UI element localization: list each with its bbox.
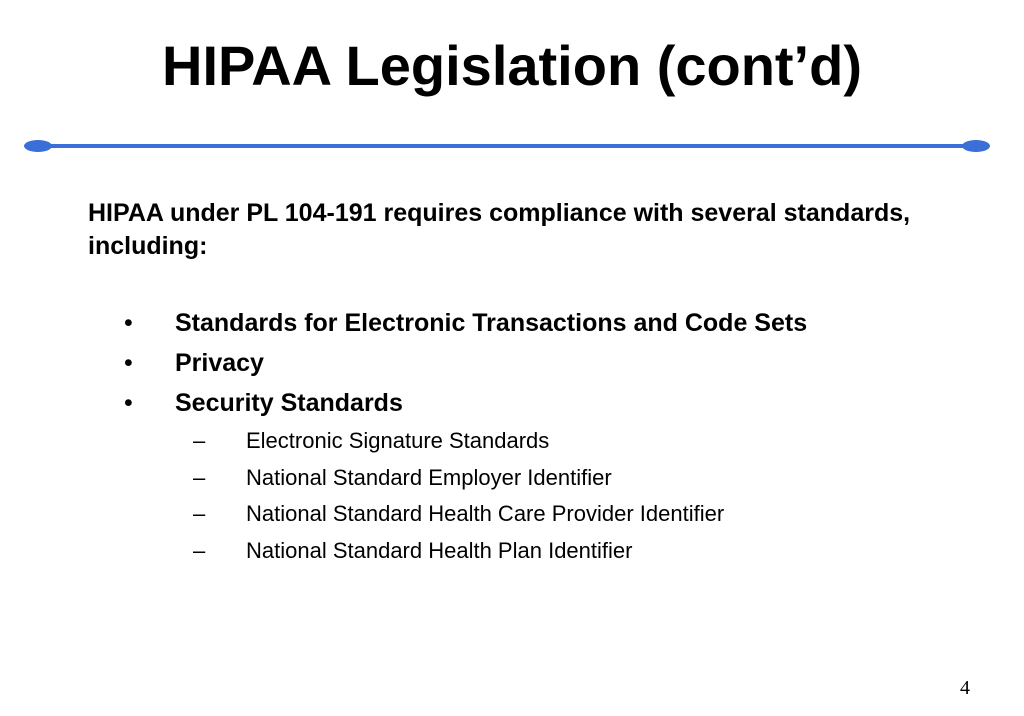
sub-bullet-health-plan-identifier xyxy=(0,535,1024,572)
sub-bullet-text: National Standard Health Plan Identifier xyxy=(246,537,633,563)
bullet-marker: • xyxy=(124,309,133,337)
sub-bullet-electronic-signature xyxy=(0,425,1024,462)
bullet-item-security xyxy=(0,385,1024,429)
sub-bullet-text: Electronic Signature Standards xyxy=(246,428,550,453)
bullet-list xyxy=(0,305,1024,429)
sub-bullet-list xyxy=(0,425,1024,571)
bullet-text: Privacy xyxy=(175,349,264,377)
bullet-text: Standards for Electronic Transactions and Code Sets xyxy=(175,309,808,337)
page-number: 4 xyxy=(960,677,970,699)
sub-bullet-marker: – xyxy=(193,464,206,490)
slide-title: HIPAA Legislation (cont’d) xyxy=(162,34,862,97)
bullet-marker: • xyxy=(124,389,133,417)
bullet-item-privacy xyxy=(0,345,1024,385)
divider-right-cap xyxy=(962,140,990,152)
bullet-marker: • xyxy=(124,349,133,377)
sub-bullet-text: National Standard Employer Identifier xyxy=(246,464,612,490)
sub-bullet-marker: – xyxy=(193,501,206,526)
sub-bullet-provider-identifier xyxy=(0,498,1024,535)
sub-bullet-employer-identifier xyxy=(0,462,1024,499)
sub-bullet-marker: – xyxy=(193,428,206,453)
divider-line xyxy=(38,144,976,148)
divider-left-cap xyxy=(24,140,52,152)
intro-text: HIPAA under PL 104-191 requires compliance with several standards, including: xyxy=(88,199,911,260)
bullet-item-transactions xyxy=(0,305,1024,345)
sub-bullet-text: National Standard Health Care Provider Identifier xyxy=(246,501,725,526)
sub-bullet-marker: – xyxy=(193,537,206,563)
title-divider xyxy=(24,137,990,155)
bullet-text: Security Standards xyxy=(175,389,403,417)
